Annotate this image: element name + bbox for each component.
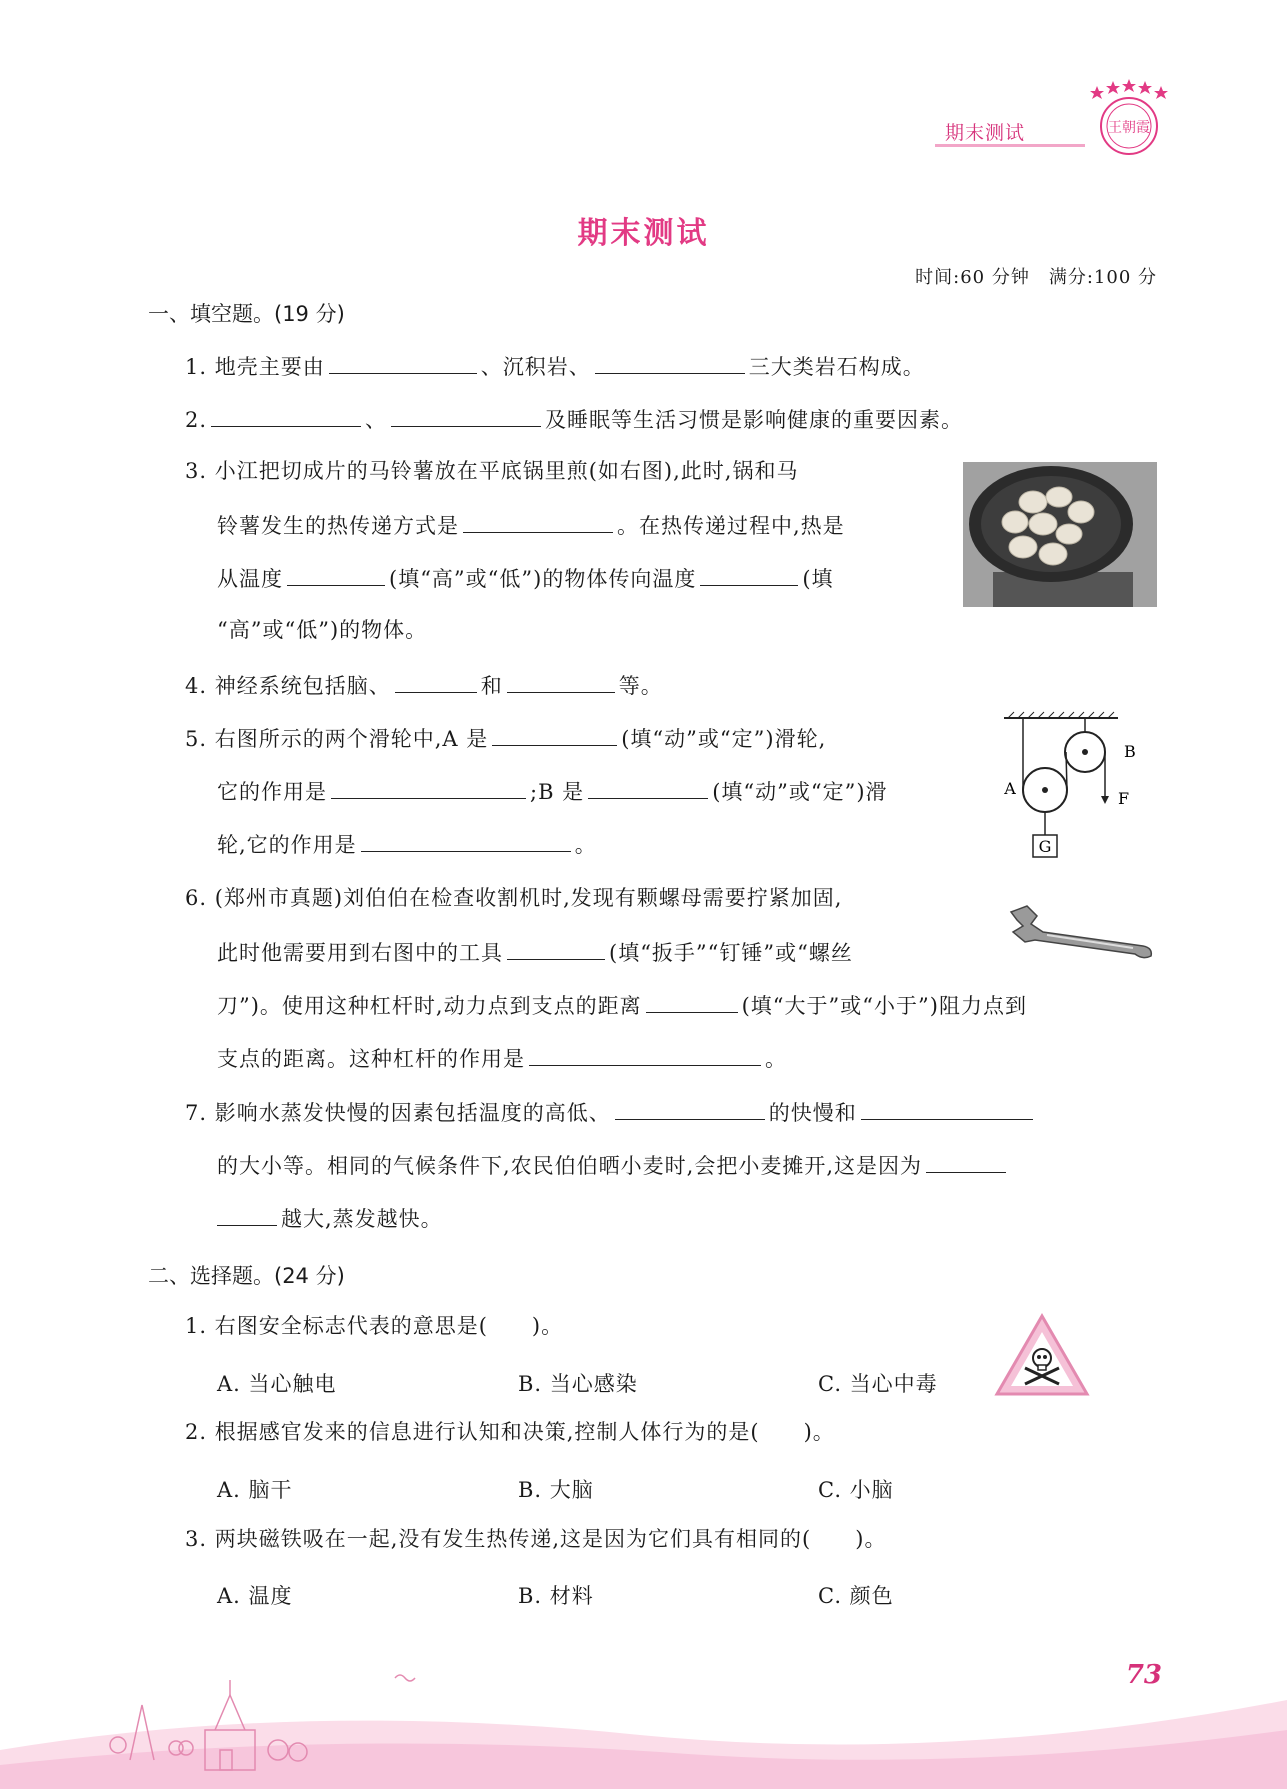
answer-blank[interactable] xyxy=(700,567,798,586)
footer-decoration xyxy=(0,1640,1287,1789)
wrench-icon xyxy=(1003,902,1158,962)
question-3-line-1: 3. 小江把切成片的马铃薯放在平底锅里煎(如右图),此时,锅和马 xyxy=(185,459,799,483)
question-6-line-4: 支点的距离。这种杠杆的作用是 。 xyxy=(217,1047,787,1071)
question-6-line-2: 此时他需要用到右图中的工具 (填“扳手”“钉锤”或“螺丝 xyxy=(217,941,853,965)
choice-3-option-a[interactable]: A. 温度 xyxy=(217,1584,293,1608)
choice-2-option-c[interactable]: C. 小脑 xyxy=(818,1478,894,1502)
answer-blank[interactable] xyxy=(329,355,477,374)
choice-1-option-c[interactable]: C. 当心中毒 xyxy=(818,1372,938,1396)
question-5-line-1: 5. 右图所示的两个滑轮中,A 是 (填“动”或“定”)滑轮, xyxy=(185,727,827,751)
frying-pan-photo xyxy=(963,462,1157,607)
answer-blank[interactable] xyxy=(926,1154,1006,1173)
answer-blank[interactable] xyxy=(217,1207,277,1226)
poison-warning-icon xyxy=(993,1312,1091,1398)
choice-1-option-b[interactable]: B. 当心感染 xyxy=(518,1372,638,1396)
answer-blank[interactable] xyxy=(391,408,541,427)
answer-blank[interactable] xyxy=(492,727,617,746)
question-7-line-1: 7. 影响水蒸发快慢的因素包括温度的高低、 的快慢和 xyxy=(185,1101,1037,1124)
page-title: 期末测试 xyxy=(577,216,710,251)
seal-text: 王朝霞 xyxy=(1108,120,1150,136)
question-5-line-2: 它的作用是 ;B 是 (填“动”或“定”)滑 xyxy=(217,780,888,804)
answer-blank[interactable] xyxy=(331,780,526,799)
header-tag: 期末测试 xyxy=(945,122,1026,144)
section-heading-choice: 二、选择题。(24 分) xyxy=(148,1264,345,1288)
header-divider xyxy=(935,144,1085,147)
time-info: 时间:60 分钟 满分:100 分 xyxy=(915,267,1157,288)
publisher-seal-icon xyxy=(1083,78,1175,158)
answer-blank[interactable] xyxy=(361,833,571,852)
pulley-label-b: B xyxy=(1124,742,1136,761)
answer-blank[interactable] xyxy=(529,1047,761,1066)
pulley-label-a: A xyxy=(1004,779,1016,798)
question-6-line-3: 刀”)。使用这种杠杆时,动力点到支点的距离 (填“大于”或“小于”)阻力点到 xyxy=(217,994,1027,1018)
question-3-line-3: 从温度 (填“高”或“低”)的物体传向温度 (填 xyxy=(217,567,834,591)
answer-blank[interactable] xyxy=(395,674,477,693)
section-heading-fill: 一、填空题。(19 分) xyxy=(148,302,345,326)
answer-blank[interactable] xyxy=(646,994,738,1013)
question-7-line-3: 越大,蒸发越快。 xyxy=(217,1207,443,1230)
choice-3-stem: 3. 两块磁铁吸在一起,没有发生热传递,这是因为它们具有相同的( )。 xyxy=(185,1527,887,1551)
answer-blank[interactable] xyxy=(861,1101,1033,1120)
question-7-line-2: 的大小等。相同的气候条件下,农民伯伯晒小麦时,会把小麦摊开,这是因为 xyxy=(217,1154,1010,1177)
question-2: 2. 、 及睡眠等生活习惯是影响健康的重要因素。 xyxy=(185,408,964,432)
choice-3-option-b[interactable]: B. 材料 xyxy=(518,1584,594,1608)
answer-blank[interactable] xyxy=(615,1101,765,1120)
pulley-diagram xyxy=(1000,710,1140,862)
answer-blank[interactable] xyxy=(507,674,615,693)
answer-blank[interactable] xyxy=(463,514,613,533)
choice-1-option-a[interactable]: A. 当心触电 xyxy=(217,1372,337,1396)
question-6-line-1: 6. (郑州市真题)刘伯伯在检查收割机时,发现有颗螺母需要拧紧加固, xyxy=(185,886,843,910)
page-number: 73 xyxy=(1125,1660,1162,1690)
question-5-line-3: 轮,它的作用是 。 xyxy=(217,833,597,857)
choice-2-option-b[interactable]: B. 大脑 xyxy=(518,1478,594,1502)
choice-2-option-a[interactable]: A. 脑干 xyxy=(217,1478,293,1502)
answer-blank[interactable] xyxy=(595,355,745,374)
question-3-line-4: “高”或“低”)的物体。 xyxy=(217,618,428,642)
pulley-label-g: G xyxy=(1038,837,1052,856)
question-3-line-2: 铃薯发生的热传递方式是 。在热传递过程中,热是 xyxy=(217,514,845,538)
choice-3-option-c[interactable]: C. 颜色 xyxy=(818,1584,894,1608)
answer-blank[interactable] xyxy=(211,408,361,427)
choice-2-stem: 2. 根据感官发来的信息进行认知和决策,控制人体行为的是( )。 xyxy=(185,1420,835,1444)
question-1: 1. 地壳主要由 、沉积岩、 三大类岩石构成。 xyxy=(185,355,925,379)
answer-blank[interactable] xyxy=(588,780,708,799)
answer-blank[interactable] xyxy=(507,941,605,960)
pulley-label-f: F xyxy=(1118,789,1130,808)
question-4: 4. 神经系统包括脑、 和 等。 xyxy=(185,674,663,698)
answer-blank[interactable] xyxy=(287,567,385,586)
choice-1-stem: 1. 右图安全标志代表的意思是( )。 xyxy=(185,1314,564,1338)
